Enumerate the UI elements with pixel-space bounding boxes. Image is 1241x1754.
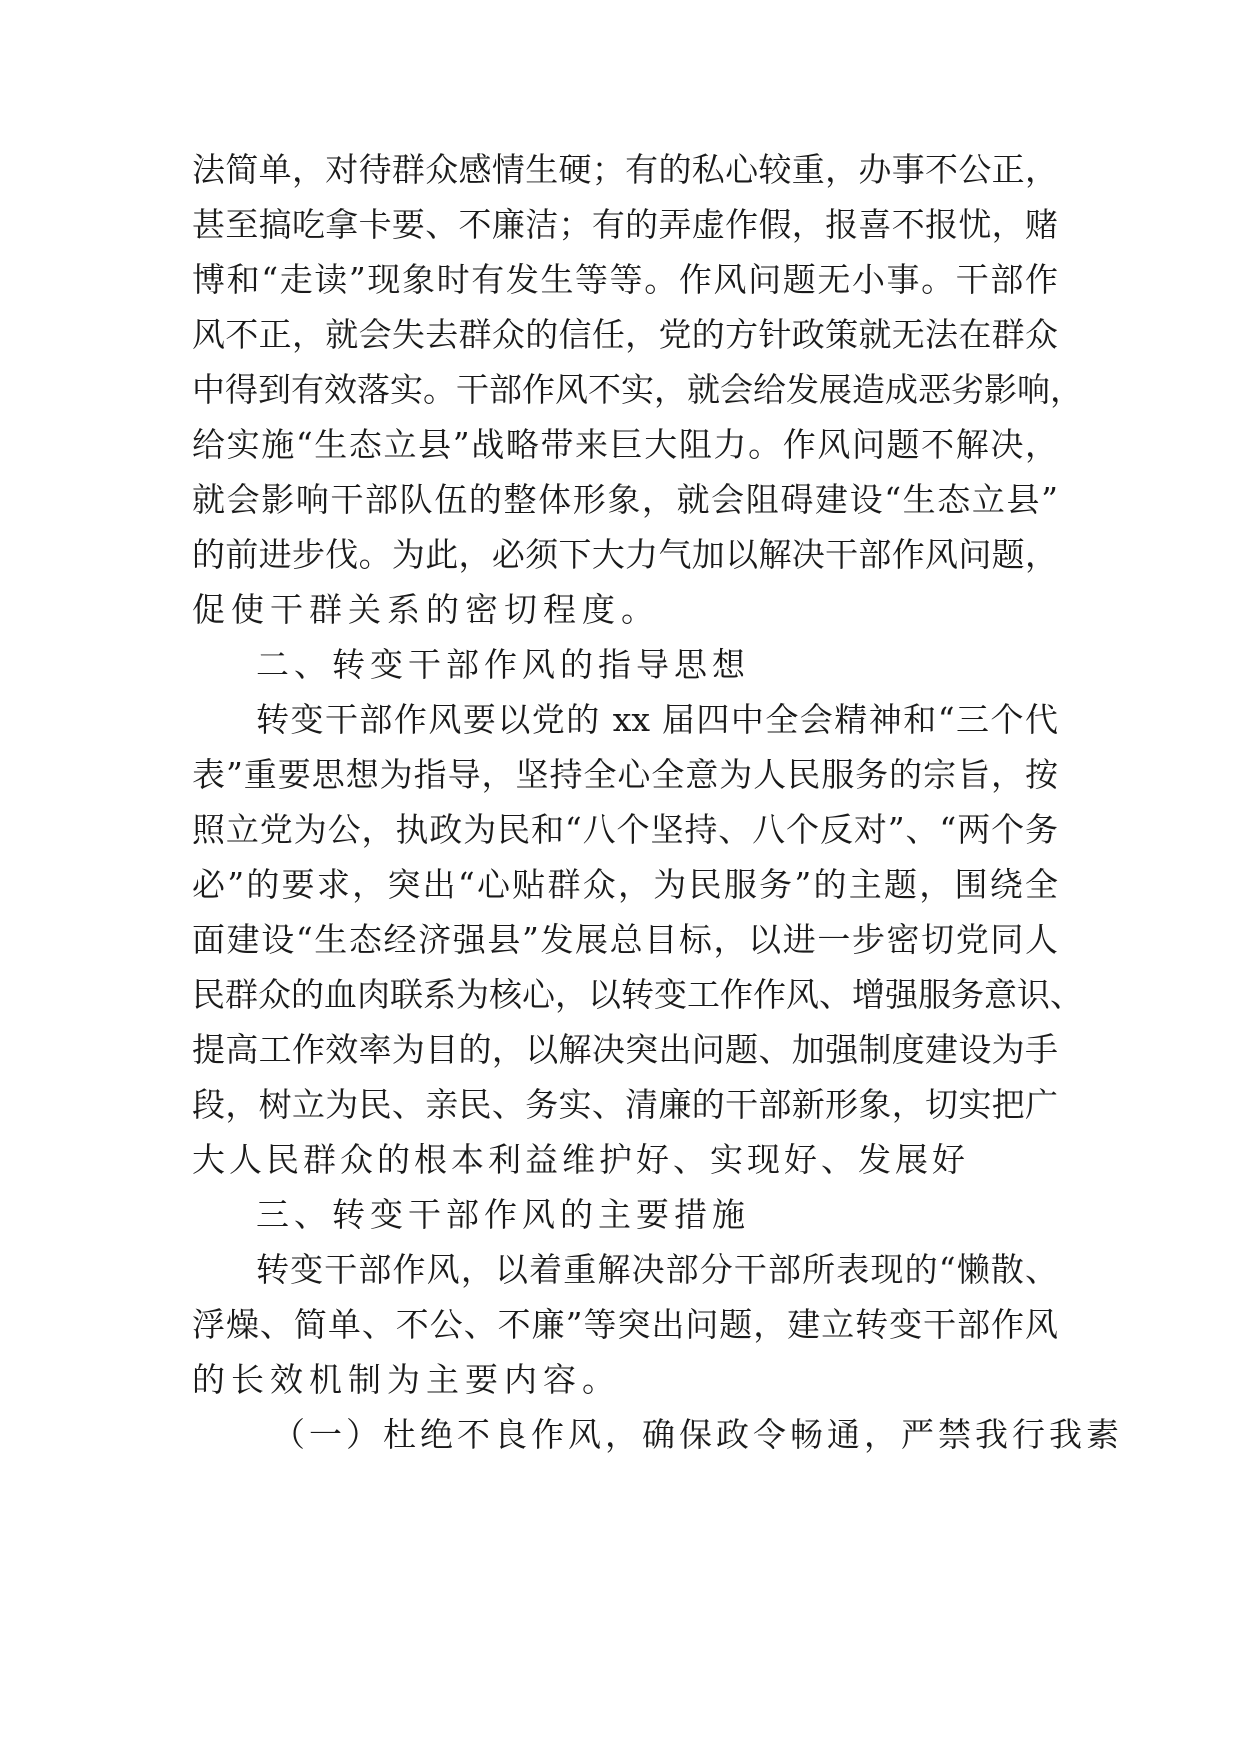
paragraph-line: 风不正，就会失去群众的信任，党的方针政策就无法在群众 — [192, 315, 1058, 354]
subsection-heading-1: （一）杜绝不良作风，确保政令畅通，严禁我行我素 — [272, 1415, 1123, 1454]
paragraph-line: 面建设“生态经济强县”发展总目标，以进一步密切党同人 — [192, 920, 1058, 959]
paragraph-line: 浮燥、简单、不公、不廉”等突出问题，建立转变干部作风 — [192, 1305, 1058, 1344]
paragraph-line: 中得到有效落实。干部作风不实，就会给发展造成恶劣影响， — [192, 370, 1083, 409]
section-heading-3: 三、转变干部作风的主要措施 — [256, 1195, 750, 1234]
paragraph-line: 转变干部作风，以着重解决部分干部所表现的“懒散、 — [256, 1250, 1058, 1289]
paragraph-line: 段，树立为民、亲民、务实、清廉的干部新形象，切实把广 — [192, 1085, 1058, 1124]
paragraph-line: 就会影响干部队伍的整体形象，就会阻碍建设“生态立县” — [192, 480, 1058, 519]
section-heading-2: 二、转变干部作风的指导思想 — [256, 645, 750, 684]
paragraph-line: 大人民群众的根本利益维护好、实现好、发展好 — [192, 1140, 969, 1179]
paragraph-line: 照立党为公，执政为民和“八个坚持、八个反对”、“两个务 — [192, 810, 1058, 849]
paragraph-line: 给实施“生态立县”战略带来巨大阻力。作风问题不解决， — [192, 425, 1058, 464]
paragraph-line: 表”重要思想为指导，坚持全心全意为人民服务的宗旨，按 — [192, 755, 1058, 794]
paragraph-line: 的长效机制为主要内容。 — [192, 1360, 621, 1399]
paragraph-line: 甚至搞吃拿卡要、不廉洁；有的弄虚作假，报喜不报忧，赌 — [192, 205, 1058, 244]
paragraph-line: 促使干群关系的密切程度。 — [192, 590, 660, 629]
paragraph-line: 必”的要求，突出“心贴群众，为民服务”的主题，围绕全 — [192, 865, 1058, 904]
paragraph-line: 转变干部作风要以党的 xx 届四中全会精神和“三个代 — [256, 700, 1058, 739]
paragraph-line: 法简单，对待群众感情生硬；有的私心较重，办事不公正， — [192, 150, 1058, 189]
paragraph-line: 博和“走读”现象时有发生等等。作风问题无小事。干部作 — [192, 260, 1058, 299]
paragraph-line: 民群众的血肉联系为核心，以转变工作作风、增强服务意识、 — [192, 975, 1083, 1014]
paragraph-line: 的前进步伐。为此，必须下大力气加以解决干部作风问题， — [192, 535, 1058, 574]
paragraph-line: 提高工作效率为目的，以解决突出问题、加强制度建设为手 — [192, 1030, 1058, 1069]
